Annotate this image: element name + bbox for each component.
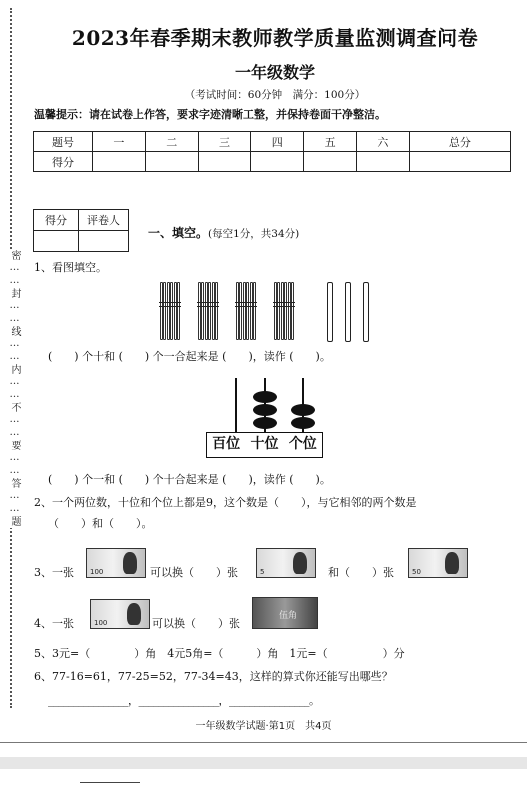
abacus-bead-tens xyxy=(253,417,277,429)
score-table-col-total: 总分 xyxy=(409,132,510,152)
score-cell[interactable] xyxy=(251,152,304,172)
score-table-col-4: 四 xyxy=(251,132,304,152)
q4-prefix: 4、一张 xyxy=(34,617,74,630)
portrait-icon xyxy=(293,552,307,574)
abacus-rod-hundreds xyxy=(235,378,237,433)
score-cell[interactable] xyxy=(409,152,510,172)
exam-subtitle: 一年级数学 xyxy=(234,63,315,82)
grader-name-cell[interactable] xyxy=(79,231,129,252)
page-footer: 一年级数学试题·第1页 共4页 xyxy=(195,721,332,732)
section1-note: (每空1分，共34分) xyxy=(208,228,300,240)
score-table-score-row xyxy=(34,152,511,172)
portrait-icon xyxy=(445,552,459,574)
stick xyxy=(177,282,180,340)
stick xyxy=(253,282,256,340)
stick xyxy=(163,282,166,340)
section1-title: 一、填空。 xyxy=(148,226,209,240)
score-table-col-2: 二 xyxy=(145,132,198,152)
stick xyxy=(246,282,249,340)
q1-line2[interactable]: ( ) 个一和 ( ) 个十合起来是 ( )，读作 ( )。 xyxy=(48,473,331,486)
bundle-tie xyxy=(197,302,219,307)
q6-line: 6、77-16=61，77-25=52，77-34=43，这样的算式你还能写出哪些？ xyxy=(34,670,393,683)
abacus-bead-tens xyxy=(253,404,277,416)
grader-score-cell[interactable] xyxy=(34,231,79,252)
score-table-col-3: 三 xyxy=(198,132,251,152)
score-cell[interactable] xyxy=(356,152,409,172)
q4-mid[interactable]: 可以换（ ）张 xyxy=(152,617,240,630)
score-table-header-row xyxy=(34,132,511,152)
stick-bundle xyxy=(160,282,180,340)
score-table-col-6: 六 xyxy=(356,132,409,152)
exam-tip: 温馨提示：请在试卷上作答，要求字迹清晰工整，并保持卷面干净整洁。 xyxy=(34,108,386,121)
abacus-label-hundreds: 百位 xyxy=(212,436,241,452)
abacus-place-labels xyxy=(206,432,323,458)
bundle-tie xyxy=(159,302,181,307)
q2-line1[interactable]: 2、一个两位数，十位和个位上都是9，这个数是（ ），与它相邻的两个数是 xyxy=(34,496,417,509)
stick xyxy=(239,282,242,340)
banknote-5-yuan: 5 xyxy=(256,548,316,578)
exam-title: 2023年春季期末教师教学质量监测调查问卷 xyxy=(71,26,479,50)
page-gap xyxy=(0,757,527,769)
stick xyxy=(170,282,173,340)
score-table-col-5: 五 xyxy=(304,132,357,152)
single-stick xyxy=(345,282,351,342)
stick-bundle xyxy=(274,282,294,340)
score-table xyxy=(33,131,511,172)
stick-bundle xyxy=(198,282,218,340)
single-stick xyxy=(363,282,369,342)
score-cell[interactable] xyxy=(93,152,146,172)
q1-line1[interactable]: ( ) 个十和 ( ) 个一合起来是 ( )，读作 ( )。 xyxy=(48,350,331,363)
page-bottom-divider xyxy=(0,742,527,743)
q6-answer-blanks[interactable]: ________________，________________，________________。 xyxy=(48,694,320,707)
stick xyxy=(291,282,294,340)
abacus-bead-ones xyxy=(291,404,315,416)
abacus-label-tens: 十位 xyxy=(250,436,279,452)
q3-mid2[interactable]: 和（ ）张 xyxy=(328,566,394,579)
q3-mid1[interactable]: 可以换（ ）张 xyxy=(150,566,238,579)
score-cell[interactable] xyxy=(198,152,251,172)
portrait-icon xyxy=(127,603,141,625)
score-table-score-label: 得分 xyxy=(34,152,93,172)
score-cell[interactable] xyxy=(304,152,357,172)
stick xyxy=(277,282,280,340)
binding-seal-text: 密……封……线……内……不……要……答……题 xyxy=(3,250,19,528)
stick xyxy=(208,282,211,340)
section1-heading xyxy=(148,224,299,241)
single-stick xyxy=(327,282,333,342)
q5-line[interactable]: 5、3元=（ ）角 4元5角=（ ）角 1元=（ ）分 xyxy=(34,647,405,660)
stick xyxy=(215,282,218,340)
banknote-100-yuan: 100 xyxy=(90,599,150,629)
banknote-100-yuan: 100 xyxy=(86,548,146,578)
banknote-50-yuan: 50 xyxy=(408,548,468,578)
abacus-bead-ones xyxy=(291,417,315,429)
score-table-col-1: 一 xyxy=(93,132,146,152)
q2-line2[interactable]: （ ）和（ ）。 xyxy=(48,517,153,530)
grader-table xyxy=(33,209,129,252)
stick xyxy=(201,282,204,340)
stick xyxy=(284,282,287,340)
grader-score-label: 得分 xyxy=(34,210,79,231)
bundle-tie xyxy=(235,302,257,307)
score-cell[interactable] xyxy=(145,152,198,172)
abacus-bead-tens xyxy=(253,391,277,403)
grader-label: 评卷人 xyxy=(79,210,129,231)
banknote-5-jiao: 伍角 xyxy=(252,597,318,629)
score-table-row-header: 题号 xyxy=(34,132,93,152)
binding-strip xyxy=(0,0,22,735)
bundle-tie xyxy=(273,302,295,307)
exam-meta: （考试时间：60分钟 满分：100分） xyxy=(184,89,366,101)
portrait-icon xyxy=(123,552,137,574)
stick-bundle xyxy=(236,282,256,340)
next-page-line xyxy=(80,782,140,783)
q3-prefix: 3、一张 xyxy=(34,566,74,579)
abacus-label-ones: 个位 xyxy=(288,436,317,452)
q1-label: 1、看图填空。 xyxy=(34,261,107,274)
